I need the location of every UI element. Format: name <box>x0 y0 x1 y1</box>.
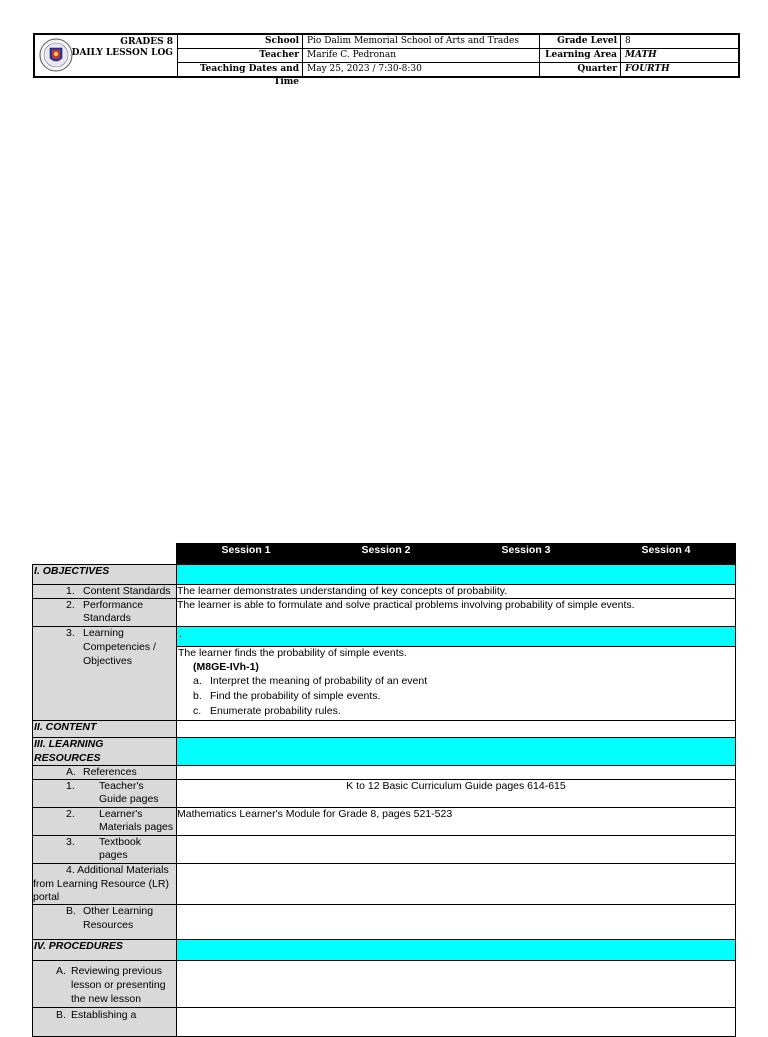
competency-item-c-letter: c. <box>193 705 202 717</box>
other-resources-cell <box>32 904 177 940</box>
session-4-header: Session 4 <box>641 544 691 556</box>
session-2-header: Session 2 <box>361 544 411 556</box>
teachers-guide-cell <box>32 779 177 808</box>
procedures-highlight-cell <box>176 939 736 961</box>
deped-seal-icon <box>39 38 73 72</box>
reviewing-letter: A. <box>56 965 66 977</box>
learners-materials-text: Mathematics Learner's Module for Grade 8, pages 521-523 <box>176 807 736 836</box>
table-row <box>32 626 736 721</box>
school-value: Pio Dalim Memorial School of Arts and Trades <box>303 35 540 48</box>
textbook-value <box>176 835 736 864</box>
grade-level-label: Grade Level <box>540 35 621 48</box>
learning-resources-heading <box>32 737 177 766</box>
performance-standards-label-2: Standards <box>83 612 131 624</box>
other-resources-label-1: Other Learning <box>83 905 154 917</box>
competencies-body <box>176 646 736 721</box>
competencies-label-3: Objectives <box>83 655 133 667</box>
table-row <box>32 737 736 766</box>
session-3-header: Session 3 <box>501 544 551 556</box>
performance-standards-label-1: Performance <box>83 599 144 611</box>
list-item <box>177 689 735 704</box>
table-row <box>32 939 736 961</box>
textbook-label-1: Textbook <box>99 836 142 848</box>
grade-level-value: 8 <box>625 36 631 46</box>
resources-highlight-cell <box>176 737 736 766</box>
content-standards-cell <box>32 584 177 599</box>
additional-materials-cell <box>32 863 177 905</box>
header-row-school <box>177 35 738 49</box>
other-resources-label-2: Resources <box>83 919 134 931</box>
performance-standards-cell <box>32 598 177 627</box>
references-label: References <box>83 766 137 778</box>
competency-item-c-text: Enumerate probability rules. <box>210 705 341 717</box>
teachers-guide-num: 1. <box>66 780 75 792</box>
learning-resources-heading-1: III. LEARNING <box>34 738 104 750</box>
textbook-num: 3. <box>66 836 75 848</box>
grades-label: GRADES 8 <box>120 37 173 47</box>
learners-materials-cell <box>32 807 177 836</box>
table-row <box>32 904 736 940</box>
competencies-code: (M8GE-IVh-1) <box>193 660 259 673</box>
reviewing-cell <box>32 960 177 1008</box>
additional-materials-value <box>176 863 736 905</box>
learning-resources-heading-2: RESOURCES <box>34 751 101 764</box>
textbook-cell <box>32 835 177 864</box>
competency-item-b-text: Find the probability of simple events. <box>210 690 381 702</box>
header-info-grid <box>177 35 738 87</box>
references-cell <box>32 765 177 780</box>
competencies-label-1: Learning <box>83 627 124 639</box>
additional-materials-label-1: 4. Additional Materials <box>66 864 169 876</box>
competency-item-b-letter: b. <box>193 690 202 702</box>
table-row <box>32 1007 736 1037</box>
header-logo-cell <box>35 35 178 76</box>
learners-materials-num: 2. <box>66 808 75 820</box>
header-row-dates <box>177 63 738 87</box>
session-header-bar <box>176 543 736 564</box>
learning-area-label: Learning Area <box>540 49 621 62</box>
other-resources-value <box>176 904 736 940</box>
header-row-teacher <box>177 49 738 63</box>
references-letter: A. <box>66 766 76 778</box>
establishing-cell <box>32 1007 177 1037</box>
table-row <box>32 598 736 627</box>
learners-materials-label-1: Learner's <box>99 808 143 820</box>
learning-area-value: MATH <box>625 50 657 60</box>
table-row <box>32 779 736 808</box>
teaching-dates-value: May 25, 2023 / 7:30-8:30 <box>303 63 540 76</box>
teachers-guide-text: K to 12 Basic Curriculum Guide pages 614-615 <box>176 779 736 808</box>
reviewing-label-3: the new lesson <box>71 993 142 1005</box>
table-row <box>32 835 736 864</box>
quarter-label: Quarter <box>540 63 621 76</box>
table-row <box>32 960 736 1008</box>
daily-lesson-log-title: DAILY LESSON LOG <box>71 48 173 58</box>
table-row <box>32 720 736 738</box>
competencies-text: The learner finds the probability of simple events. <box>178 647 407 659</box>
school-label: School <box>177 35 303 48</box>
quarter-value: FOURTH <box>625 64 670 74</box>
content-standards-text: The learner demonstrates understanding of key concepts of probability. <box>176 584 736 599</box>
content-standards-num: 1. <box>66 585 75 597</box>
competencies-num: 3. <box>66 627 75 639</box>
performance-standards-text: The learner is able to formulate and solve practical problems involving probability of simple events. <box>176 598 736 627</box>
competencies-highlight-row: . <box>176 626 736 647</box>
list-item <box>177 674 735 689</box>
textbook-label-2: pages <box>99 849 128 861</box>
table-row <box>32 765 736 780</box>
competency-item-a-letter: a. <box>193 675 202 687</box>
procedures-heading: IV. PROCEDURES <box>32 939 177 961</box>
list-item <box>177 704 735 719</box>
additional-materials-label-3: portal <box>33 891 60 903</box>
teaching-dates-label: Teaching Dates and Time <box>177 63 303 76</box>
objectives-highlight-cell <box>176 564 736 585</box>
additional-materials-label-2: from Learning Resource (LR) <box>33 877 169 890</box>
learners-materials-label-2: Materials pages <box>99 821 174 833</box>
reviewing-label-2: lesson or presenting <box>71 979 166 991</box>
table-row <box>32 807 736 836</box>
other-resources-letter: B. <box>66 905 76 917</box>
reviewing-label-1: Reviewing previous <box>71 965 163 977</box>
competencies-label-2: Competencies / <box>83 641 156 653</box>
establishing-letter: B. <box>56 1009 66 1021</box>
competencies-content <box>176 626 736 721</box>
table-row <box>32 863 736 905</box>
teachers-guide-label-1: Teacher's <box>99 780 144 792</box>
objectives-heading: I. OBJECTIVES <box>32 564 177 585</box>
session-1-header: Session 1 <box>221 544 271 556</box>
table-row <box>32 564 736 585</box>
establishing-value <box>176 1007 736 1037</box>
references-value <box>176 765 736 780</box>
teacher-label: Teacher <box>177 49 303 62</box>
competencies-cell <box>32 626 177 721</box>
table-row <box>32 584 736 599</box>
performance-standards-num: 2. <box>66 599 75 611</box>
teachers-guide-label-2: Guide pages <box>99 793 159 805</box>
reviewing-value <box>176 960 736 1008</box>
header-table <box>33 33 740 87</box>
content-standards-label: Content Standards <box>83 585 171 597</box>
teacher-value: Marife C. Pedronan <box>303 49 540 62</box>
establishing-label-1: Establishing a <box>71 1009 137 1021</box>
competency-item-a-text: Interpret the meaning of probability of an event <box>210 675 428 687</box>
content-heading: II. CONTENT <box>32 720 177 738</box>
content-cell <box>176 720 736 738</box>
